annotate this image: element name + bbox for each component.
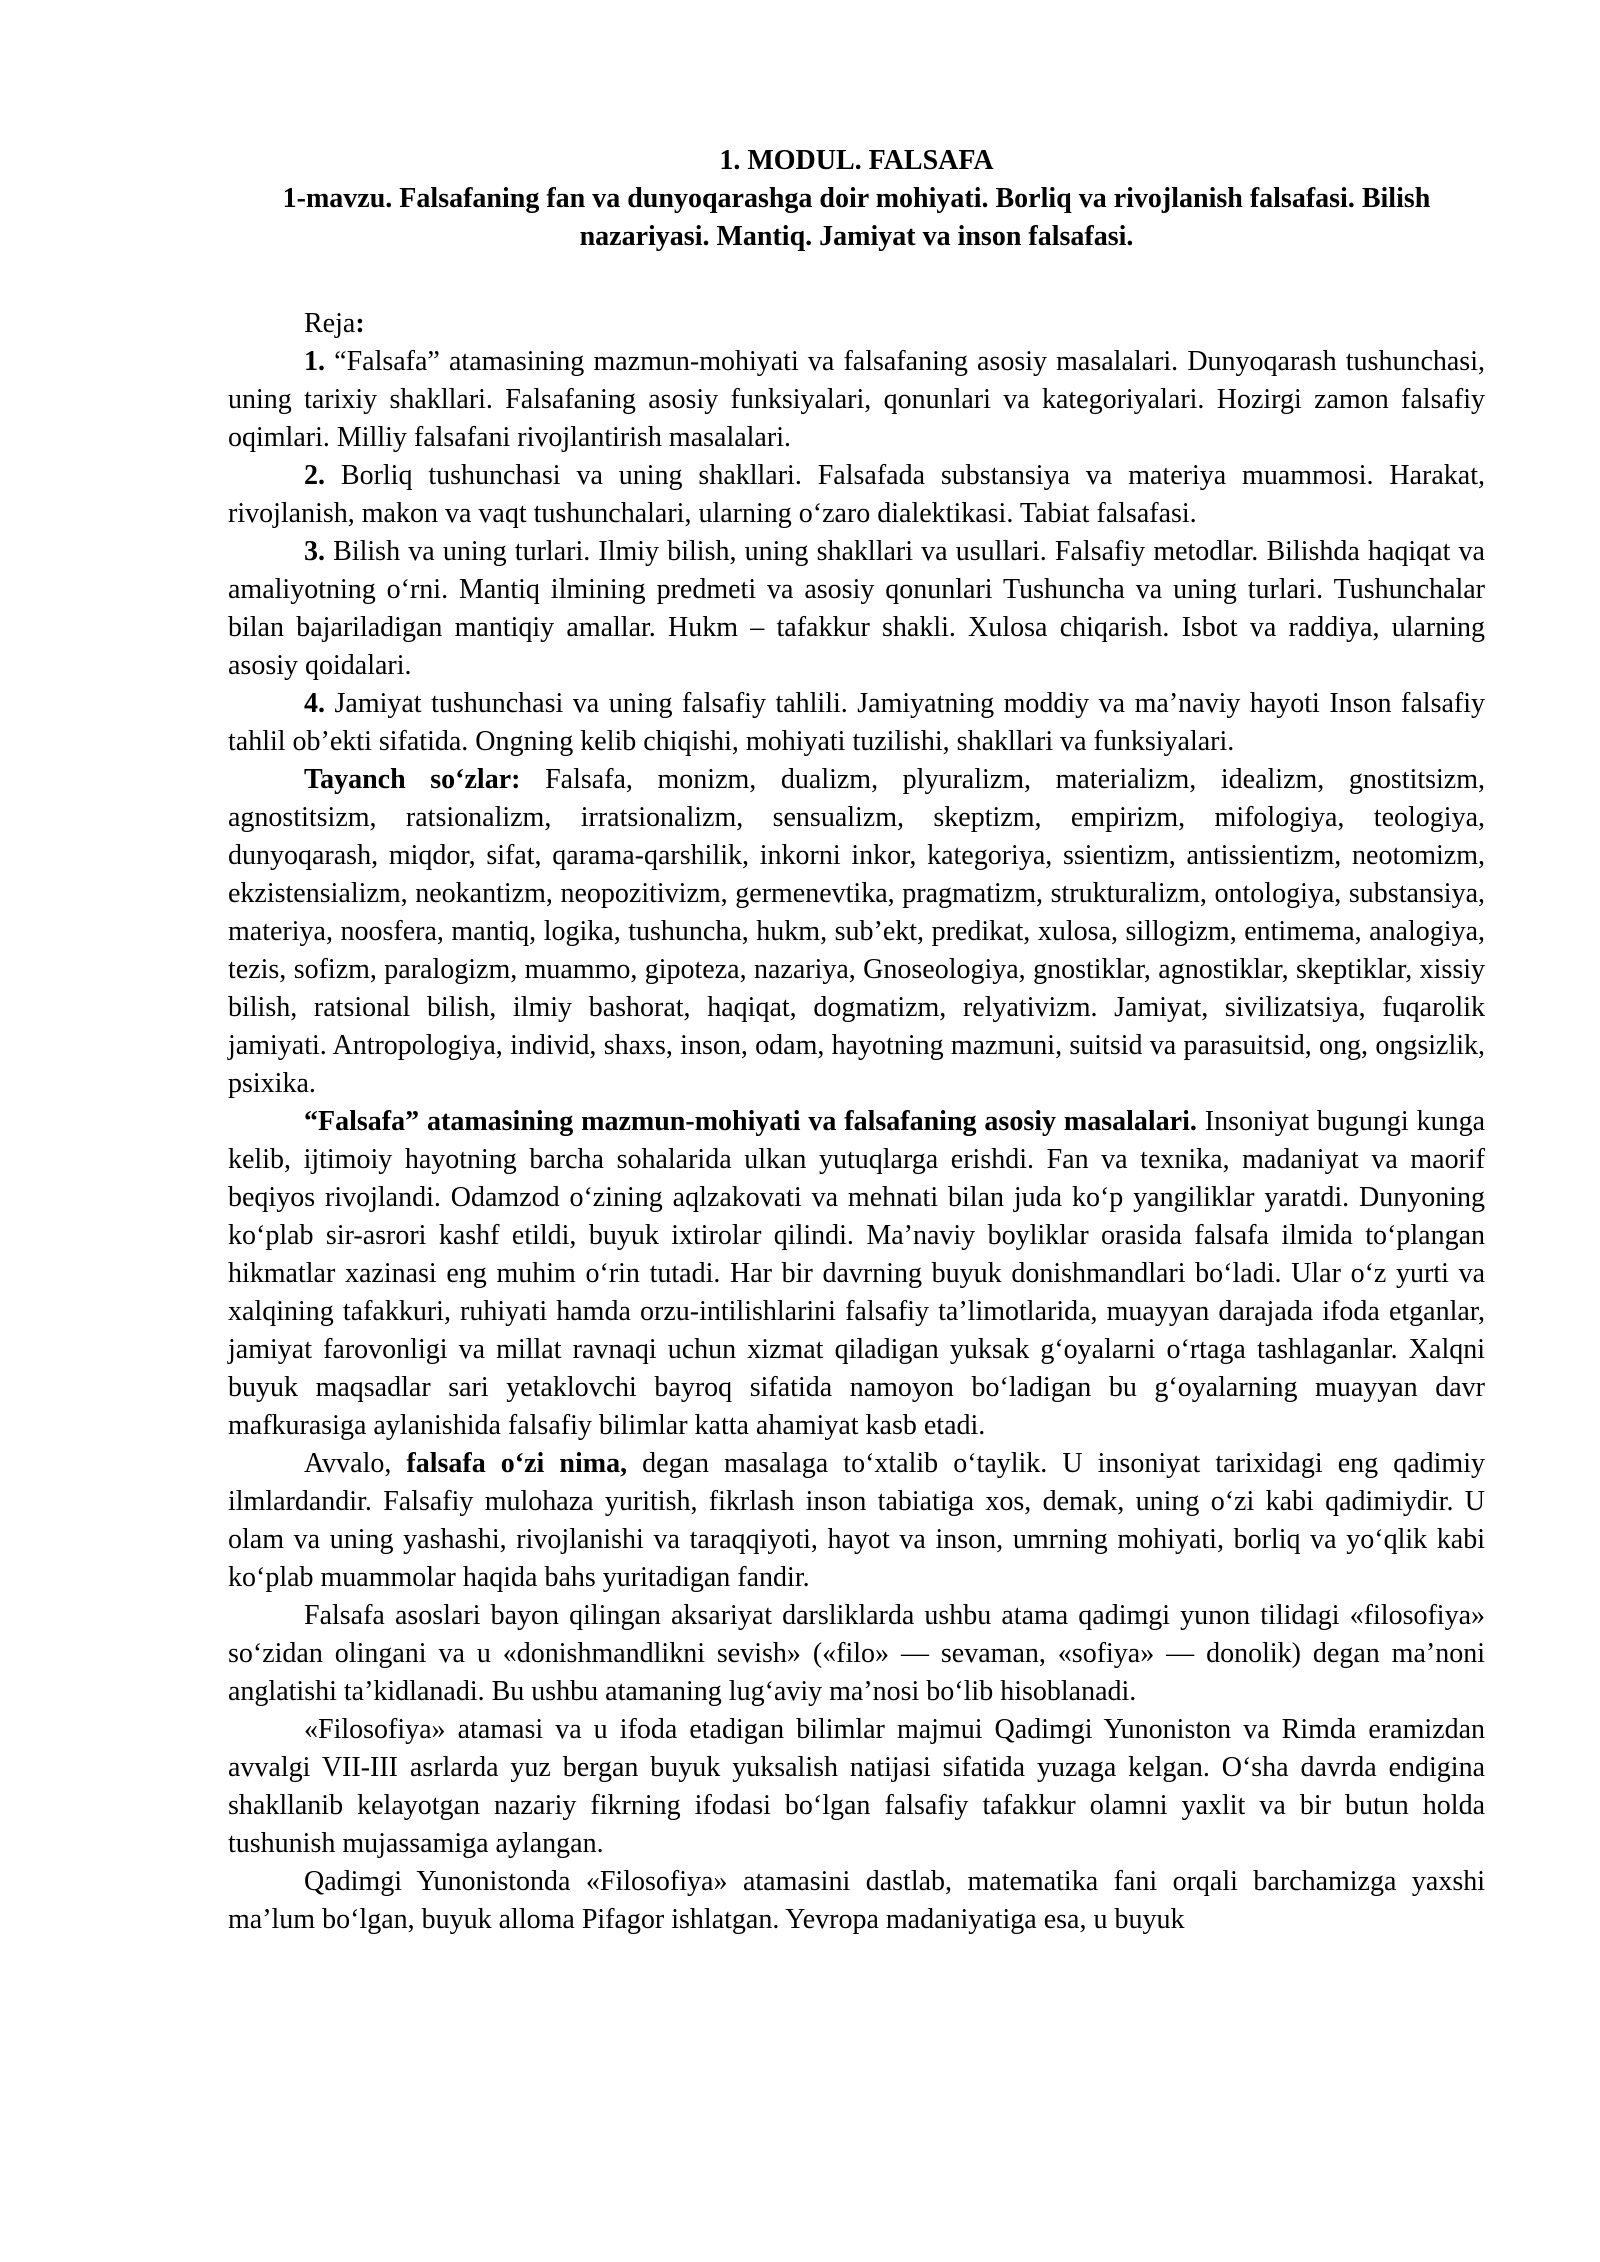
body-paragraph-2 xyxy=(228,1445,1485,1597)
body-paragraph-3: Falsafa asoslari bayon qilingan aksariyat darsliklarda ushbu atama qadimgi yunon tilidagi «filosofiya» so‘zidan olingani va u «donishmandlikni sevish» («filo» — sevaman, «sofiya» — donolik) degan ma’noni anglatishi ta’kidlanadi. Bu ushbu atamaning lug‘aviy ma’nosi bo‘lib hisoblanadi. xyxy=(228,1600,1485,1707)
body-paragraph-5: Qadimgi Yunonistonda «Filosofiya» atamasini dastlab, matematika fani orqali barchamizga yaxshi ma’lum bo‘lgan, buyuk alloma Pifagor ishlatgan. Yevropa madaniyatiga esa, u buyuk xyxy=(228,1866,1485,1935)
plan-item-1 xyxy=(228,343,1485,457)
plan-item-text: Jamiyat tushunchasi va uning falsafiy tahlili. Jamiyatning moddiy va ma’naviy hayoti Inson falsafiy tahlil ob’ekti sifatida. Ongning kelib chiqishi, mohiyati tuzilishi, shakllari va funksiyalari. xyxy=(228,688,1485,757)
plan-item-2 xyxy=(228,457,1485,533)
plan-heading xyxy=(228,305,1485,343)
paragraph-lead-bold: falsafa o‘zi nima, xyxy=(406,1448,628,1479)
plan-item-3 xyxy=(228,533,1485,685)
plan-item-number: 4. xyxy=(304,688,325,719)
body-paragraph-4: «Filosofiya» atamasi va u ifoda etadigan bilimlar majmui Qadimgi Yunoniston va Rimda eramizdan avvalgi VII-III asrlarda yuz bergan buyuk yuksalish natijasi sifatida yuzaga kelgan. O‘sha davrda endigina shakllanib kelayotgan nazariy fikrning ifodasi bo‘lgan falsafiy tafakkur olamni yaxlit va bir butun holda tushunish mujassamiga aylangan. xyxy=(228,1714,1485,1859)
plan-item-4 xyxy=(228,685,1485,761)
plan-item-text: Bilish va uning turlari. Ilmiy bilish, uning shakllari va usullari. Falsafiy metodlar. Bilishda haqiqat va amaliyotning o‘rni. Mantiq ilmining predmeti va asosiy qonunlari Tushuncha va uning turlari. Tushunchalar bilan bajariladigan mantiqiy amallar. Hukm – tafakkur shakli. Xulosa chiqarish. Isbot va raddiya, ularning asosiy qoidalari. xyxy=(228,536,1485,681)
keywords-text: Falsafa, monizm, dualizm, plyuralizm, materializm, idealizm, gnostitsizm, agnostitsizm, ratsionalizm, irratsionalizm, sensualizm, skeptizm, empirizm, mifologiya, teologiya, dunyoqarash, miqdor, sifat, qarama-qarshilik, inkorni inkor, kategoriya, ssientizm, antissientizm, neotomizm, ekzistensializm, neokantizm, neopozitivizm, germenevtika, pragmatizm, strukturalizm, ontologiya, substansiya, materiya, noosfera, mantiq, logika, tushuncha, hukm, sub’ekt, predikat, xulosa, sillogizm, entimema, analogiya, tezis, sofizm, paralogizm, muammo, gipoteza, nazariya, Gnoseologiya, gnostiklar, agnostiklar, skeptiklar, xissiy bilish, ratsional bilish, ilmiy bashorat, haqiqat, dogmatizm, relyativizm. Jamiyat, sivilizatsiya, fuqarolik jamiyati. Antropologiya, individ, shaxs, inson, odam, hayotning mazmuni, suitsid va parasuitsid, ong, ongsizlik, psixika. xyxy=(228,764,1486,1099)
paragraph-text: Avvalo, xyxy=(304,1448,407,1479)
keywords-lead: Tayanch so‘zlar: xyxy=(304,764,521,795)
paragraph-lead-bold: “Falsafa” atamasining mazmun-mohiyati va falsafaning asosiy masalalari. xyxy=(304,1106,1197,1137)
plan-item-text: Borliq tushunchasi va uning shakllari. Falsafada substansiya va materiya muammosi. Harakat, rivojlanish, makon va vaqt tushunchalari, ularning o‘zaro dialektikasi. Tabiat falsafasi. xyxy=(228,460,1485,529)
plan-heading-text: Reja xyxy=(304,308,356,339)
plan-item-number: 1. xyxy=(304,346,325,377)
module-title: 1. MODUL. FALSAFA xyxy=(719,145,994,176)
paragraph-text: Insoniyat bugungi kunga kelib, ijtimoiy hayotning barcha sohalarida ulkan yutuqlarga erishdi. Fan va texnika, madaniyat va maorif beqiyos rivojlandi. Odamzod o‘zining aqlzakovati va mehnati bilan juda ko‘p yangiliklar yaratdi. Dunyoning ko‘plab sir-asrori kashf etildi, buyuk ixtirolar qilindi. Ma’naviy boyliklar orasida falsafa ilmida to‘plangan hikmatlar xazinasi eng muhim o‘rin tutadi. Har bir davrning buyuk donishmandlari bo‘ladi. Ular o‘z yurti va xalqining tafakkuri, ruhiyati hamda orzu-intilishlarini falsafiy ta’limotlarida, muayyan darajada ifoda etganlar, jamiyat farovonligi va millat ravnaqi uchun xizmat qiladigan yuksak g‘oyalarni o‘rtaga tashlaganlar. Xalqni buyuk maqsadlar sari yetaklovchi bayroq sifatida namoyon bo‘ladigan bu g‘oyalarning muayyan davr mafkurasiga aylanishida falsafiy bilimlar katta ahamiyat kasb etadi. xyxy=(228,1106,1486,1441)
plan-item-number: 3. xyxy=(304,536,325,567)
keywords-paragraph xyxy=(228,761,1485,1103)
plan-item-number: 2. xyxy=(304,460,325,491)
body-paragraph-1 xyxy=(228,1103,1485,1445)
topic-title: 1-mavzu. Falsafaning fan va dunyoqarashga doir mohiyati. Borliq va rivojlanish falsafasi. Bilish nazariyasi. Mantiq. Jamiyat va inson falsafasi. xyxy=(282,183,1431,252)
plan-item-text: “Falsafa” atamasining mazmun-mohiyati va falsafaning asosiy masalalari. Dunyoqarash tushunchasi, uning tarixiy shakllari. Falsafaning asosiy funksiyalari, qonunlari va kategoriyalari. Hozirgi zamon falsafiy oqimlari. Milliy falsafani rivojlantirish masalalari. xyxy=(228,346,1485,453)
paragraph-text: degan masalaga to‘xtalib o‘taylik. U insoniyat tarixidagi eng qadimiy ilmlardandir. Falsafiy mulohaza yuritish, fikrlash inson tabiatiga xos, demak, uning o‘zi kabi qadimiydir. U olam va uning yashashi, rivojlanishi va taraqqiyoti, hayot va inson, umrning mohiyati, borliq va yo‘qlik kabi ko‘plab muammolar haqida bahs yuritadigan fandir. xyxy=(228,1448,1485,1593)
plan-heading-colon: : xyxy=(355,308,365,339)
